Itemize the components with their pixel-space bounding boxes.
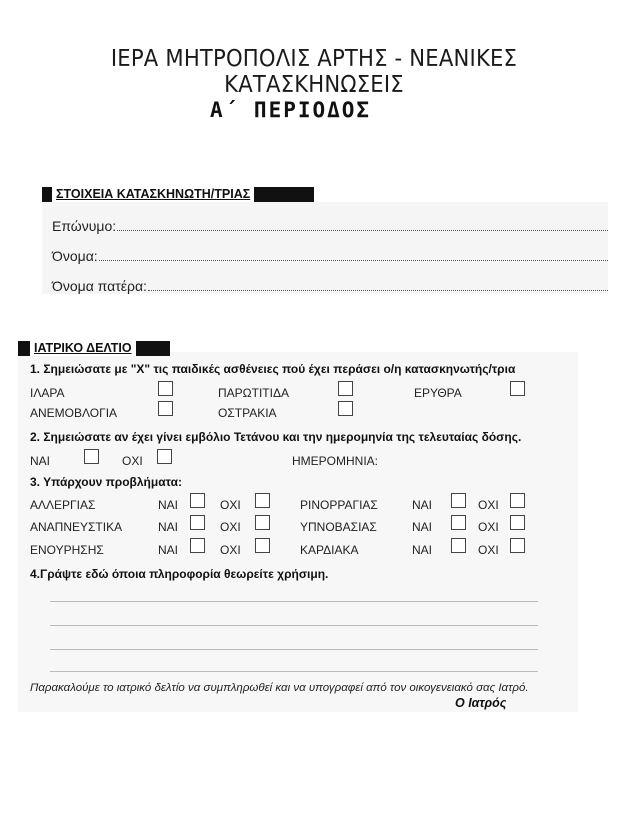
first-name-input-line[interactable] [99, 260, 608, 261]
checkbox-enuresis-no[interactable] [255, 538, 270, 553]
question-1: 1. Σημειώσατε με "Χ" τις παιδικές ασθένειες πού έχει περάσει ο/η κατασκηνωτής/τρια [30, 362, 516, 376]
father-name-field[interactable] [52, 274, 608, 294]
document-title: ΙΕΡΑ ΜΗΤΡΟΠΟΛΙΣ ΑΡΤΗΣ - ΝΕΑΝΙΚΕΣ ΚΑΤΑΣΚΗΝΩΣΕΙΣ [110, 46, 518, 98]
disease-label-measles: ΙΛΑΡΑ [30, 386, 65, 400]
checkbox-chickenpox[interactable] [158, 401, 173, 416]
sleepwalking-no-label: ΟΧΙ [478, 520, 499, 534]
period-subtitle: Α΄ ΠΕΡΙΟΔΟΣ [210, 98, 372, 122]
surname-input-line[interactable] [117, 230, 608, 231]
problem-label-cardiac: ΚΑΡΔΙΑΚΑ [300, 543, 359, 557]
father-name-label: Όνομα πατέρα: [52, 278, 147, 294]
notes-line-3[interactable] [50, 649, 538, 650]
problem-label-enuresis: ΕΝΟΥΡΗΣΗΣ [30, 543, 104, 557]
allergies-yes-label: ΝΑΙ [158, 498, 179, 512]
allergies-no-label: ΟΧΙ [220, 498, 241, 512]
enuresis-yes-label: ΝΑΙ [158, 543, 179, 557]
respiratory-yes-label: ΝΑΙ [158, 520, 179, 534]
father-name-input-line[interactable] [148, 290, 608, 291]
disease-label-chickenpox: ΑΝΕΜΟΒΛΟΓΙΑ [30, 406, 118, 420]
question-4: 4.Γράψτε εδώ όποια πληροφορία θεωρείτε χρήσιμη. [30, 567, 329, 581]
checkbox-tetanus-yes[interactable] [84, 449, 99, 464]
notes-line-1[interactable] [50, 601, 538, 602]
checkbox-respiratory-yes[interactable] [190, 515, 205, 530]
surname-label: Επώνυμο: [52, 218, 117, 234]
notes-line-4[interactable] [50, 671, 538, 672]
cardiac-yes-label: ΝΑΙ [412, 543, 433, 557]
checkbox-allergies-no[interactable] [255, 493, 270, 508]
enuresis-no-label: ΟΧΙ [220, 543, 241, 557]
checkbox-sleepwalking-yes[interactable] [451, 515, 466, 530]
tetanus-no-label: ΟΧΙ [122, 454, 143, 468]
respiratory-no-label: ΟΧΙ [220, 520, 241, 534]
checkbox-mumps[interactable] [338, 381, 353, 396]
checkbox-scarlet-fever[interactable] [338, 401, 353, 416]
first-name-label: Όνομα: [52, 248, 98, 264]
checkbox-respiratory-no[interactable] [255, 515, 270, 530]
nosebleeds-yes-label: ΝΑΙ [412, 498, 433, 512]
notes-line-2[interactable] [50, 625, 538, 626]
disease-label-rubella: ΕΡΥΘΡΑ [414, 386, 462, 400]
nosebleeds-no-label: ΟΧΙ [478, 498, 499, 512]
medical-section-title: ΙΑΤΡΙΚΟ ΔΕΛΤΙΟ [30, 341, 136, 356]
checkbox-nosebleeds-yes[interactable] [451, 493, 466, 508]
tetanus-yes-label: ΝΑΙ [30, 454, 51, 468]
first-name-field[interactable] [52, 244, 608, 264]
problem-label-sleepwalking: ΥΠΝΟΒΑΣΙΑΣ [300, 520, 377, 534]
checkbox-allergies-yes[interactable] [190, 493, 205, 508]
checkbox-cardiac-no[interactable] [510, 538, 525, 553]
checkbox-cardiac-yes[interactable] [451, 538, 466, 553]
surname-field[interactable] [52, 214, 608, 234]
camper-section-title: ΣΤΟΙΧΕΙΑ ΚΑΤΑΣΚΗΝΩΤΗ/ΤΡΙΑΣ [52, 187, 254, 202]
disease-label-scarlet-fever: ΟΣΤΡΑΚΙΑ [218, 406, 277, 420]
question-2: 2. Σημειώσατε αν έχει γίνει εμβόλιο Τετάνου και την ημερομηνία της τελευταίας δόσης. [30, 430, 522, 444]
problem-label-respiratory: ΑΝΑΠΝΕΥΣΤΙΚΑ [30, 520, 123, 534]
footer-note: Παρακαλούμε το ιατρικό δελτίο να συμπληρωθεί και να υπογραφεί από τον οικογενειακό σας Ιατρό. [30, 682, 529, 694]
tetanus-date-label: ΗΜΕΡΟΜΗΝΙΑ: [292, 454, 379, 468]
checkbox-measles[interactable] [158, 381, 173, 396]
checkbox-sleepwalking-no[interactable] [510, 515, 525, 530]
sleepwalking-yes-label: ΝΑΙ [412, 520, 433, 534]
checkbox-rubella[interactable] [510, 381, 525, 396]
checkbox-enuresis-yes[interactable] [190, 538, 205, 553]
question-3: 3. Υπάρχουν προβλήματα: [30, 475, 182, 489]
cardiac-no-label: ΟΧΙ [478, 543, 499, 557]
checkbox-nosebleeds-no[interactable] [510, 493, 525, 508]
problem-label-allergies: ΑΛΛΕΡΓΙΑΣ [30, 498, 96, 512]
problem-label-nosebleeds: ΡΙΝΟΡΡΑΓΙΑΣ [300, 498, 378, 512]
doctor-signature-label: Ο Ιατρός [455, 696, 507, 710]
checkbox-tetanus-no[interactable] [157, 449, 172, 464]
disease-label-mumps: ΠΑΡΩΤΙΤΙΔΑ [218, 386, 289, 400]
